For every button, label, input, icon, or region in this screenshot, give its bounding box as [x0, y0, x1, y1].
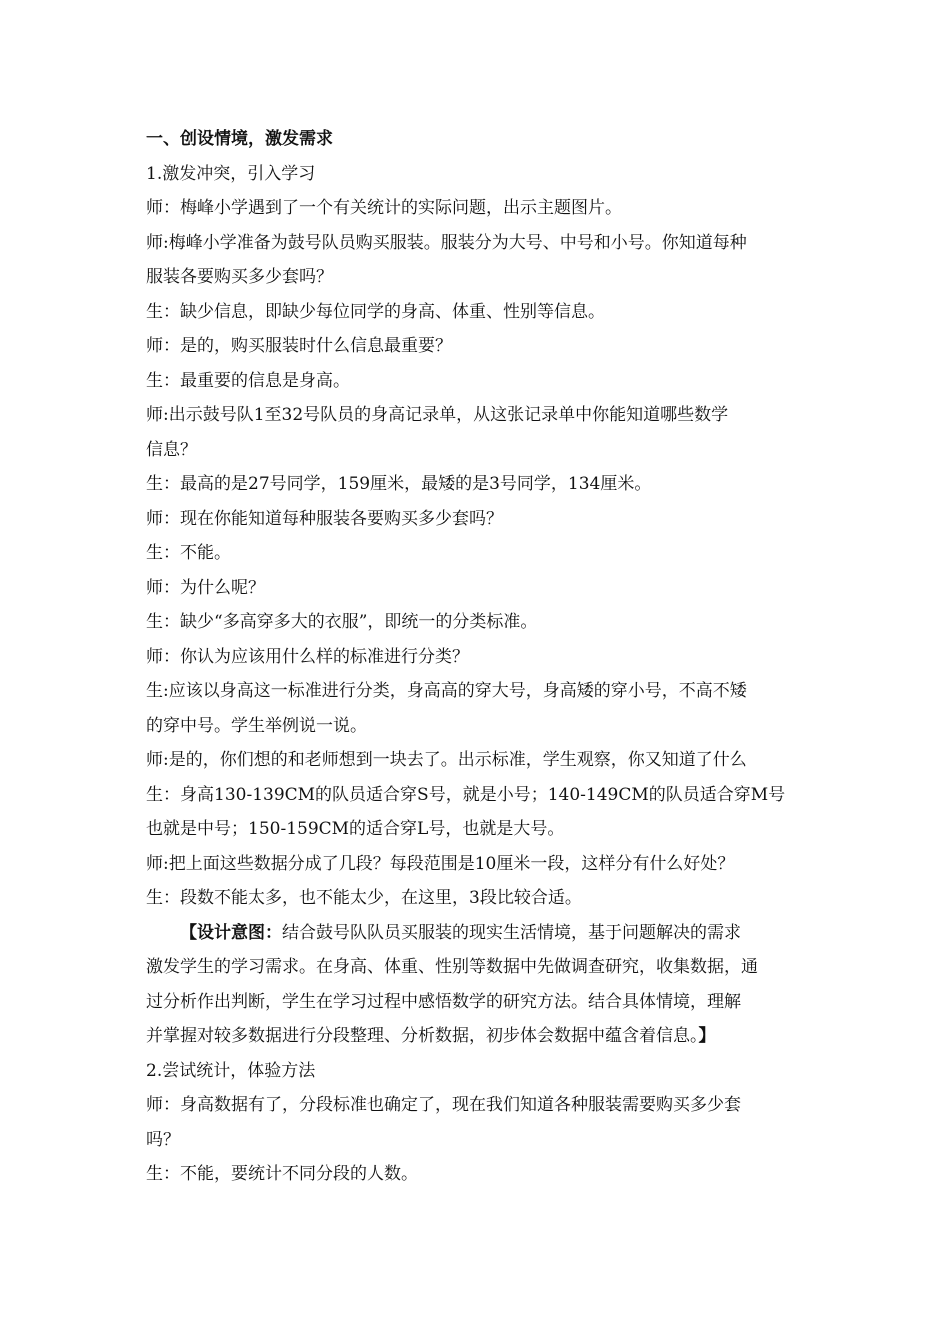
text-line: 生：最重要的信息是身高。 — [146, 370, 350, 391]
text-line: 生：不能，要统计不同分段的人数。 — [146, 1164, 418, 1184]
text-line: 生：身高130-139CM的队员适合穿S号，就是小号；140-149CM的队员适合穿M号 — [146, 784, 786, 805]
text-line: 师:是的，你们想的和老师想到一块去了。出示标准，学生观察，你又知道了什么 — [146, 750, 747, 770]
text-line: 生：最高的是27号同学，159厘米，最矮的是3号同学，134厘米。 — [146, 474, 652, 494]
text-line: 吗？ — [146, 1129, 180, 1150]
design-intent-label: 【设计意图： — [180, 922, 282, 943]
text-line: 也就是中号；150-159CM的适合穿L号，也就是大号。 — [146, 819, 565, 839]
text-line: 生:应该以身高这一标准进行分类，身高高的穿大号，身高矮的穿小号，不高不矮 — [146, 681, 747, 701]
text-line: 生：不能。 — [146, 543, 231, 563]
text-line: 师：是的，购买服装时什么信息最重要？ — [146, 336, 452, 356]
text-line: 师:梅峰小学准备为鼓号队员购买服装。服装分为大号、中号和小号。你知道每种 — [146, 232, 747, 253]
text-line: 服装各要购买多少套吗？ — [146, 267, 333, 287]
text-line: 的穿中号。学生举例说一说。 — [146, 715, 367, 736]
design-intent-line — [146, 916, 810, 951]
text-line: 师：现在你能知道每种服装各要购买多少套吗？ — [146, 508, 503, 529]
section-heading: 一、创设情境，激发需求 — [146, 129, 333, 149]
design-intent-line — [146, 1019, 810, 1054]
text-line: 师：梅峰小学遇到了一个有关统计的实际问题，出示主题图片。 — [146, 198, 622, 218]
design-intent-line: 过分析作出判断，学生在学习过程中感悟数学的研究方法。结合具体情境，理解 — [146, 991, 741, 1012]
text-line: 师：为什么呢？ — [146, 577, 265, 598]
design-intent-line: 激发学生的学习需求。在身高、体重、性别等数据中先做调查研究，收集数据，通 — [146, 957, 758, 977]
text-line: 信息？ — [146, 439, 197, 460]
design-intent-close: 】 — [698, 1026, 716, 1046]
document-page — [146, 122, 810, 1192]
text-line: 师:把上面这些数据分成了几段？每段范围是10厘米一段，这样分有什么好处？ — [146, 853, 735, 874]
text-line: 生：段数不能太多，也不能太少，在这里，3段比较合适。 — [146, 888, 582, 908]
text-line: 生：缺少“多高穿多大的衣服”，即统一的分类标准。 — [146, 612, 538, 632]
text-line: 1.激发冲突，引入学习 — [146, 163, 316, 184]
text-line: 生：缺少信息，即缺少每位同学的身高、体重、性别等信息。 — [146, 301, 605, 322]
design-intent-text: 结合鼓号队队员买服装的现实生活情境，基于问题解决的需求 — [282, 922, 741, 943]
text-line: 师：你认为应该用什么样的标准进行分类？ — [146, 646, 469, 667]
design-intent-text: 并掌握对较多数据进行分段整理、分析数据，初步体会数据中蕴含着信息。 — [146, 1026, 699, 1046]
text-line: 2.尝试统计，体验方法 — [146, 1060, 316, 1081]
text-line: 师：身高数据有了，分段标准也确定了，现在我们知道各种服装需要购买多少套 — [146, 1095, 741, 1115]
text-line: 师:出示鼓号队1至32号队员的身高记录单，从这张记录单中你能知道哪些数学 — [146, 405, 729, 425]
